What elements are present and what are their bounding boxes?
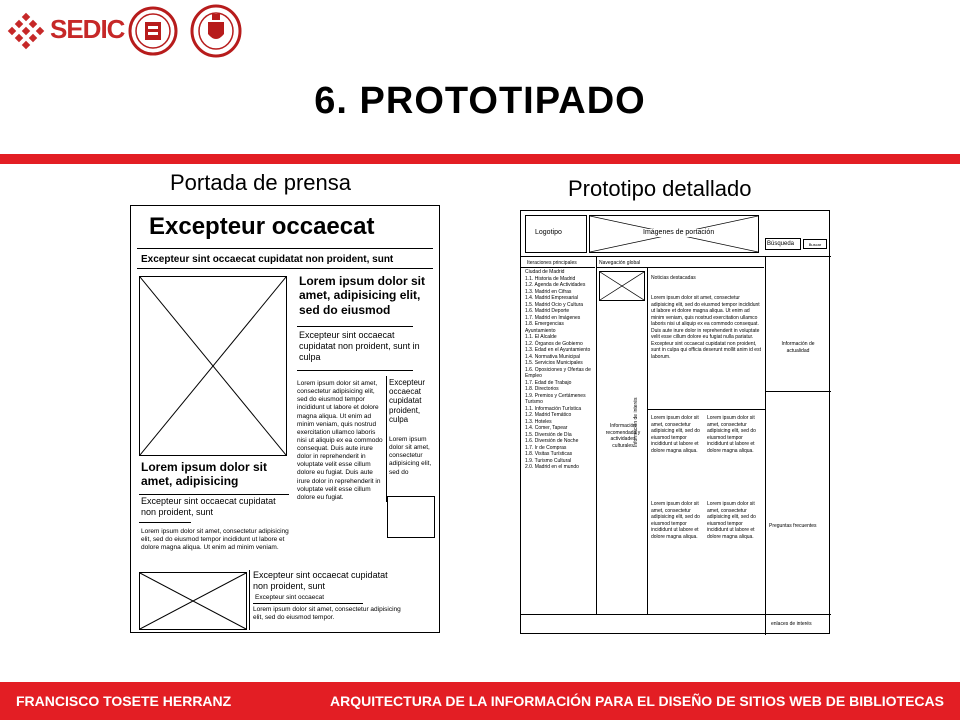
divider: [521, 267, 595, 268]
image-placeholder: [599, 271, 645, 301]
university-seal-icon: [128, 6, 178, 56]
caption-prototype: Prototipo detallado: [568, 176, 752, 201]
image-placeholder: [139, 276, 287, 456]
header-images-label: Imágenes de portación: [643, 229, 715, 236]
search-label: Búsqueda: [767, 241, 795, 247]
column-divider: [765, 256, 766, 635]
press-headline: Excepteur occaecat: [149, 213, 375, 240]
search-button[interactable]: Buscar: [803, 239, 827, 249]
column-divider: [596, 256, 597, 614]
story3-title: Excepteur sint occaecat cupidatat non proident, sunt: [253, 570, 388, 591]
image-placeholder-icon: [140, 573, 246, 629]
links-of-interest: enlaces de interés: [771, 621, 812, 627]
story1-subtitle: Excepteur sint occaecat cupidatat non proident, sunt in culpa: [299, 330, 420, 362]
col-text-4: Lorem ipsum dolor sit amet, consectetur adipisicing elit, sed do eiusmod tempor incididunt ut labore et dolore magna aliqua.: [707, 501, 756, 540]
image-placeholder: [139, 572, 247, 630]
nav-list: Ciudad de Madrid 1.1. Historia de Madrid 1.2. Agenda de Actividades 1.3. Madrid en Cifras 1.4. Madrid Empresarial 1.5. Madrid Ocio y Cultura 1.6. Madrid Deporte 1.7. Madrid en Imágenes 1.8. Emergencias Ayuntamiento 1.1. El Alcalde 1.2. Órganos de Gobierno 1.3. Edad en el Ayuntamiento 1.4. Normativa Municipal 1.5. Servicios Municipales 1.6. Oposiciones y Ofertas de Empleo 1.7. Edad de Trabajo 1.8. Directorios 1.9. Premios y Certámenes Turismo 1.1. Información Turística 1.2. Madrid Temático 1.3. Hoteles 1.4. Comer, Tapear 1.5. Diversión de Día 1.6. Diversión de Noche 1.7. Ir de Compras 1.8. Visitas Turísticas 1.9. Turismo Cultural 2.0. Madrid en el mundo: [525, 269, 591, 470]
divider: [521, 256, 831, 257]
logo-label: Logotipo: [535, 229, 562, 236]
story3-subtitle: Excepteur sint occaecat: [255, 594, 325, 601]
divider: [139, 494, 289, 495]
news-text: Lorem ipsum dolor sit amet, consectetur adipisicing elit, sed do eiusmod tempor incididunt ut labore et dolore magna aliqua. Ut enim ad minim veniam, quis nostrud exercitation ullamco laboris nisi ut aliquip ex ea commodo consequat. Duis aute irure dolor in reprehenderit in voluptate velit esse cillum dolore eu fugiat nulla pariatur. Excepteur sint occaecat cupidatat non proident, sunt in culpa qui officia deserunt mollit anim id est laborum.: [651, 295, 761, 360]
global-nav-label: Navegación global: [599, 260, 641, 266]
sedic-logo: [6, 8, 125, 52]
divider: [137, 248, 433, 249]
column-divider: [647, 267, 648, 614]
col-text-1: Lorem ipsum dolor sit amet, consectetur adipisicing elit, sed do eiusmod tempor incididunt ut labore et dolore magna aliqua.: [651, 415, 700, 454]
search-input[interactable]: [765, 238, 801, 250]
divider: [297, 370, 413, 371]
story3-text: Lorem ipsum dolor sit amet, consectetur adipisicing elit, sed do eiusmod tempor.: [253, 606, 401, 622]
page-title: 6. PROTOTIPADO: [314, 80, 646, 122]
story1-column-text: Lorem ipsum dolor sit amet, consectetur adipisicing elit, sed do eiusmod tempor incididunt ut labore et dolore magna aliqua. Ut enim ad minim veniam, quis nostrud exercitation ullamco laboris nisi ut aliquip ex ea commodo consequat. Duis aute irure dolor in reprehenderit in voluptate velit esse cillum dolore eu fugiat. Duis aute irure dolor in reprehenderit in voluptate velit esse cillum dolore eu fugiat.: [297, 380, 383, 501]
footer-bar: [0, 682, 960, 720]
col-text-3: Lorem ipsum dolor sit amet, consectetur adipisicing elit, sed do eiusmod tempor incididunt ut labore et dolore magna aliqua.: [651, 501, 700, 540]
column-divider: [249, 570, 250, 630]
divider: [521, 614, 831, 615]
interest-vertical-label: Información de interés: [633, 397, 639, 447]
faq: Preguntas frecuentes: [769, 523, 817, 529]
divider: [139, 522, 191, 523]
story2-side-title: Excepteur occaecat cupidatat proident, culpa: [389, 378, 426, 424]
current-info: Información de actualidad: [781, 341, 815, 354]
divider: [297, 326, 413, 327]
story1-title: Lorem ipsum dolor sit amet, adipisicing elit, sed do eiusmod: [299, 274, 426, 317]
column-divider: [386, 376, 387, 502]
sedic-diamond-icon: [6, 12, 46, 52]
story2-side-text: Lorem ipsum dolor sit amet, consectetur adipisicing elit, sed do: [389, 436, 432, 476]
image-placeholder-icon: [140, 277, 286, 455]
press-frontpage-wireframe: [130, 205, 440, 633]
col-text-2: Lorem ipsum dolor sit amet, consectetur adipisicing elit, sed do eiusmod tempor incididunt ut labore et dolore magna aliqua.: [707, 415, 756, 454]
press-subheadline: Excepteur sint occaecat cupidatat non proident, sunt: [141, 254, 394, 265]
story2-title: Lorem ipsum dolor sit amet, adipisicing: [141, 460, 268, 489]
recommended-info: Información recomendada y actividades culturales: [605, 423, 641, 449]
footer-subject: ARQUITECTURA DE LA INFORMACIÓN PARA EL DISEÑO DE SITIOS WEB DE BIBLIOTECAS: [330, 693, 944, 709]
image-placeholder-small: [387, 496, 435, 538]
divider: [647, 409, 765, 410]
image-placeholder-icon: [600, 272, 644, 300]
faculty-seal-icon: [190, 4, 242, 58]
nav-title: Iteraciones principales: [527, 260, 577, 266]
footer-author: FRANCISCO TOSETE HERRANZ: [16, 693, 232, 709]
header-divider: [0, 154, 960, 164]
caption-press: Portada de prensa: [170, 170, 352, 195]
divider: [137, 268, 433, 269]
divider: [765, 391, 831, 392]
news-title: Noticias destacadas: [651, 275, 696, 281]
story2-subtitle: Excepteur sint occaecat cupidatat non proident, sunt: [141, 496, 276, 517]
detailed-prototype-wireframe: [520, 210, 830, 634]
sedic-logo-text: SEDIC: [50, 14, 125, 44]
divider: [253, 603, 363, 604]
divider: [596, 267, 764, 268]
story2-text: Lorem ipsum dolor sit amet, consectetur adipisicing elit, sed do eiusmod tempor incididunt ut labore et dolore magna aliqua. Ut enim ad minim veniam.: [141, 528, 289, 552]
